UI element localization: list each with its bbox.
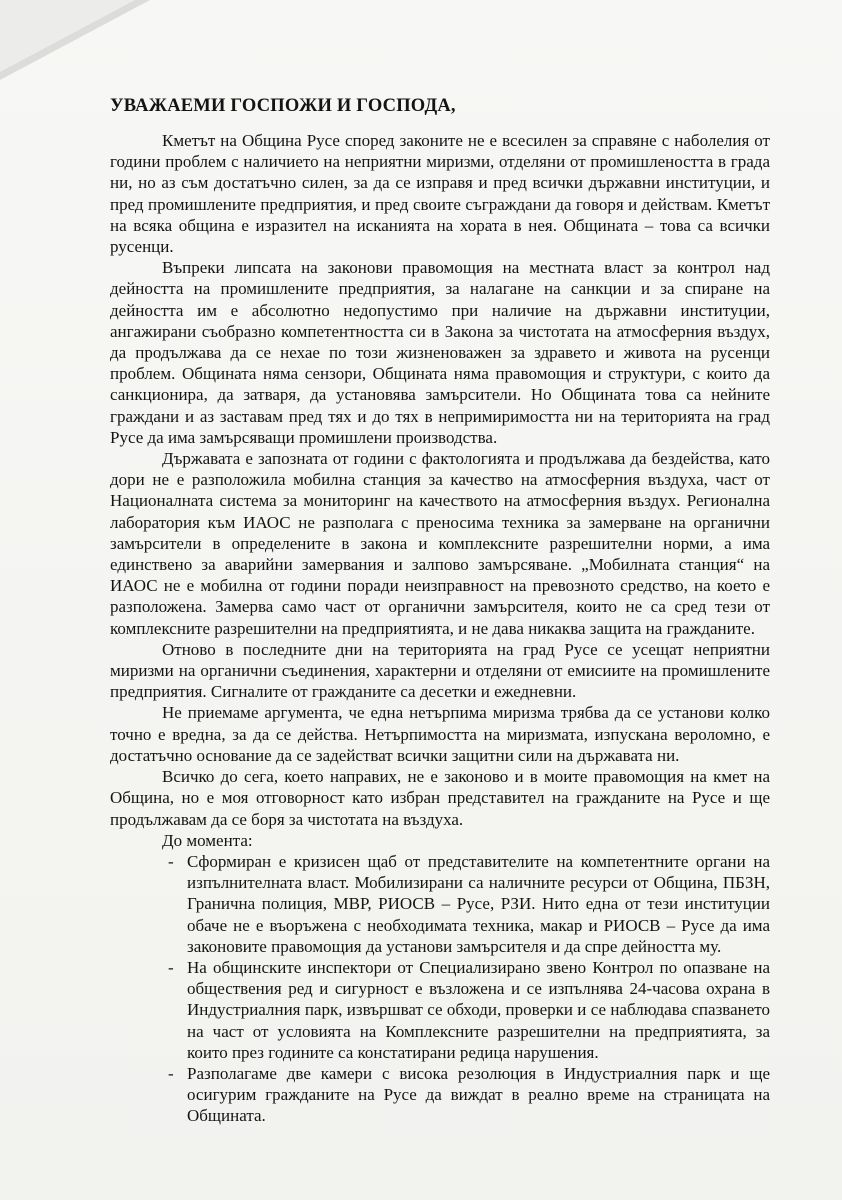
paragraph-1: Кметът на Община Русе според законите не е всесилен за справяне с наболелия от години проблем с наличието на неприятни миризми, отделяни от промишлеността в града ни, но аз съм достатъчно силен, за да се изправя и пред всички държавни институции, и пред промишлените предприятия, и пред своите съграждани да говоря и действам. Кметът на всяка община е изразител на исканията на хората в нея. Общината – това са всички русенци. [110,131,770,257]
paragraph-6: Всичко до сега, което направих, не е законово и в моите правомощия на кмет на Община, но е моя отговорност като избран представител на гражданите на Русе и ще продължавам да се боря за чистотата на въздуха. [110,767,770,829]
letter-body [110,130,770,1127]
list-item-text: Разполагаме две камери с висока резолюция в Индустриалния парк и ще осигурим гражданите на Русе да виждат в реално време на страницата на Общината. [187,1063,770,1126]
paragraph-2: Въпреки липсата на законови правомощия на местната власт за контрол над дейността на промишлените предприятия, за налагане на санкции и за спиране на дейността им е абсолютно недопустимо при наличие на държавни институции, ангажирани съобразно компетентността си в Закона за чистотата на атмосферния въздух, да продължава да се нехае по този жизненоважен за здравето и живота на русенци проблем. Общината няма сензори, Общината няма правомощия и структури, с които да санкционира, да затваря, да установява замърсители. Но Общината това са нейните граждани и аз заставам пред тях и до тях в непримиримостта ни на територията на град Русе да има замърсяващи промишлени производства. [110,258,770,447]
paragraph-5: Не приемаме аргумента, че една нетърпима миризма трябва да се установи колко точно е вредна, за да се действа. Нетърпимостта на миризмата, изпускана вероломно, е достатъчно основание да се задействат всички защитни сили на държавата ни. [110,703,770,765]
list-dash: - [168,851,174,871]
actions-list [110,851,770,1127]
list-dash: - [168,957,174,977]
paragraph-3: Държавата е запозната от години с фактологията и продължава да бездейства, като дори не е разположила мобилна станция за качество на атмосферния въздуха, част от Националната система за мониторинг на качеството на атмосферния въздух. Регионална лаборатория към ИАОС не разполага с преносима техника за замерване на органични замърсители в определените в закона и комплексните разрешителни норми, а има единствено за аварийни замервания и залпово замърсяване. „Мобилната станция“ на ИАОС не е мобилна от години поради неизправност на превозното средство, на което е разположена. Замерва само част от органични замърсителя, които не са сред тези от комплексните разрешителни на предприятията, и не дава никаква защита на гражданите. [110,449,770,638]
list-dash: - [168,1063,174,1083]
list-item [110,957,770,1063]
list-item [110,851,770,957]
list-item-text: Сформиран е кризисен щаб от представителите на компетентните органи на изпълнителната власт. Мобилизирани са наличните ресурси от Община, ПБЗН, Гранична полиция, МВР, РИОСВ – Русе, РЗИ. Нито една от тези институции обаче не е въоръжена с необходимата техника, макар и РИОСВ – Русе да има законовите правомощия да установи замърсителя и да спре дейността му. [187,851,770,956]
paragraph-4: Отново в последните дни на територията на град Русе се усещат неприятни миризми на органични съединения, характерни и отделяни от емисиите на промишлените предприятия. Сигналите от гражданите са десетки и ежедневни. [110,639,770,702]
list-item [110,1063,770,1127]
until-now-label: До момента: [162,830,253,850]
folded-corner-highlight [0,0,135,72]
list-item-text: На общинските инспектори от Специализирано звено Контрол по опазване на обществения ред и сигурност е възложена и се изпълнява 24-часова охрана в Индустриалния парк, извършват се обходи, проверки и се наблюдава спазването на част от условията на Комплексните разрешителни на предприятията, за които през годините са констатирани редица нарушения. [187,957,770,1062]
letter-salutation: УВАЖАЕМИ ГОСПОЖИ И ГОСПОДА, [110,96,456,116]
